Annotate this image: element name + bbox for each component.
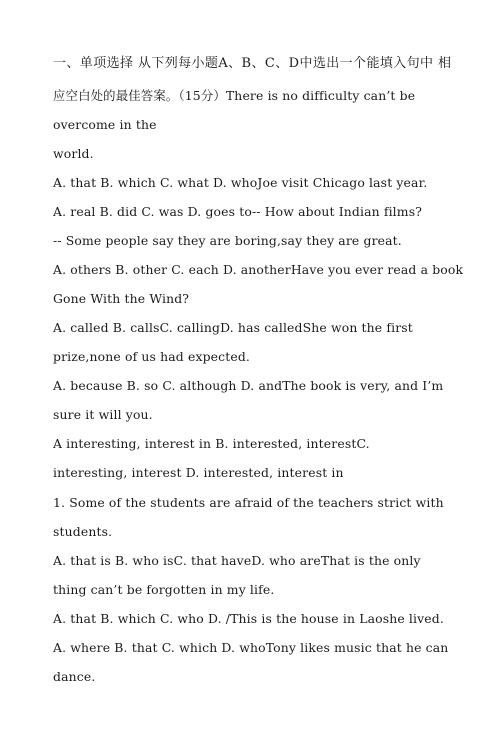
- text-line-21: A. where B. that C. which D. whoTony likes music that he can: [53, 640, 449, 655]
- text-line-4: world.: [53, 146, 94, 161]
- text-line-9: Gone With the Wind?: [53, 291, 190, 306]
- text-line-14: A interesting, interest in B. interested, interestC.: [53, 436, 370, 451]
- text-line-15: interesting, interest D. interested, interest in: [53, 465, 344, 480]
- text-line-1: 一、单项选择 从下列每小题A、B、C、D中选出一个能填入句中 相: [53, 56, 452, 71]
- text-line-6: A. real B. did C. was D. goes to-- How about Indian films?: [53, 204, 422, 219]
- text-line-18: A. that is B. who isC. that haveD. who areThat is the only: [53, 553, 421, 568]
- text-line-3: overcome in the: [53, 117, 157, 132]
- text-line-13: sure it will you.: [53, 407, 153, 422]
- text-line-11: prize,none of us had expected.: [53, 349, 251, 364]
- text-line-17: students.: [53, 524, 113, 539]
- text-line-16: 1. Some of the students are afraid of the teachers strict with: [53, 495, 444, 510]
- text-line-5: A. that B. which C. what D. whoJoe visit Chicago last year.: [53, 175, 428, 190]
- text-line-20: A. that B. which C. who D. /This is the house in Laoshe lived.: [53, 611, 444, 626]
- text-line-2: 应空白处的最佳答案。（15分）There is no difficulty can’t be: [53, 88, 416, 103]
- text-line-12: A. because B. so C. although D. andThe book is very, and I’m: [53, 378, 444, 393]
- text-line-19: thing can’t be forgotten in my life.: [53, 582, 275, 597]
- text-line-22: dance.: [53, 669, 96, 684]
- text-line-8: A. others B. other C. each D. anotherHave you ever read a book: [53, 262, 464, 277]
- text-line-10: A. called B. callsC. callingD. has calledShe won the first: [53, 320, 413, 335]
- text-line-7: -- Some people say they are boring,say they are great.: [53, 233, 402, 248]
